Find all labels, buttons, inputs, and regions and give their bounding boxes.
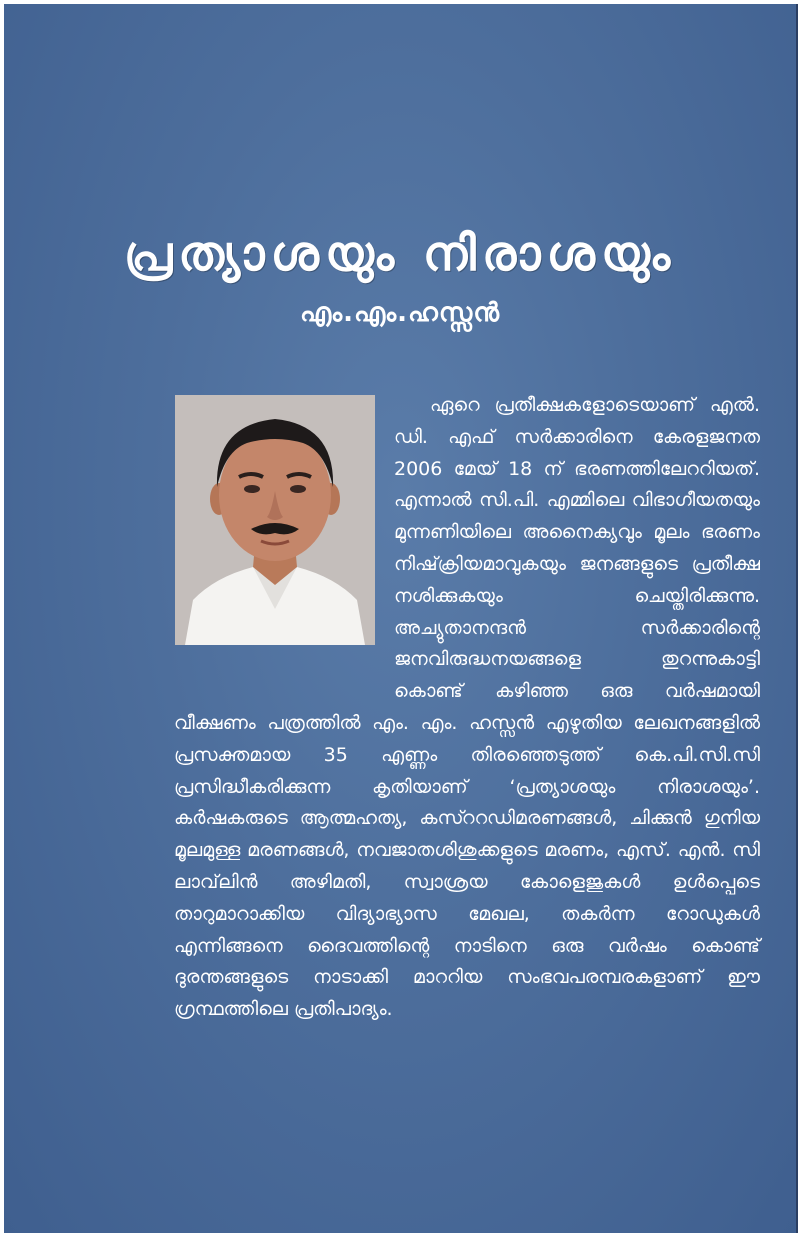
back-cover	[4, 4, 798, 1233]
author-name: എം.എം.ഹസ്സൻ	[299, 298, 501, 328]
photo-spacer	[174, 390, 394, 688]
book-title: പ്രത്യാശയും നിരാശയും	[123, 226, 677, 282]
book-description	[174, 390, 760, 1026]
description-text: ഏറെ പ്രതീക്ഷകളോടെയാണ് എൽ. ഡി. എഫ് സർക്കാരിനെ കേരളജനത 2006 മേയ് 18 ന് ഭരണത്തിലേററിയത്. എന്നാൽ സി.പി. എമ്മിലെ വിഭാഗീയതയും മുന്നണിയിലെ അനൈക്യവും മൂലം ഭരണം നിഷ്‌ക്രിയമാവുകയും ജനങ്ങളുടെ പ്രതീക്ഷ നശിക്കുകയും ചെയ്തിരിക്കുന്നു. അച്യുതാനന്ദൻ സർക്കാരിന്റെ ജനവിരുദ്ധനയങ്ങളെ തുറന്നുകാട്ടി കൊണ്ട് കഴിഞ്ഞ ഒരു വർഷമായി വീക്ഷണം പത്രത്തിൽ എം. എം. ഹസ്സൻ എഴുതിയ ലേഖനങ്ങളിൽ പ്രസക്തമായ 35 എണ്ണം തിരഞ്ഞെടുത്ത് കെ.പി.സി.സി പ്രസിദ്ധീകരിക്കുന്ന കൃതിയാണ് ‘പ്രത്യാശയും നിരാശയും’. കർഷകരുടെ ആത്മഹത്യ, കസ്ററഡിമരണങ്ങൾ, ചിക്കുൻ ഗുനിയ മൂലമുള്ള മരണങ്ങൾ, നവജാതശിശുക്കളുടെ മരണം, എസ്. എൻ. സി ലാവ്‌ലിൻ അഴിമതി, സ്വാശ്രയ കോളെജുകൾ ഉൾപ്പെടെ താറുമാറാക്കിയ വിദ്യാഭ്യാസ മേഖല, തകർന്ന റോഡുകൾ എന്നിങ്ങനെ ദൈവത്തിന്റെ നാടിനെ ഒരു വർഷം കൊണ്ട് ദുരന്തങ്ങളുടെ നാടാക്കി മാററിയ സംഭവപരമ്പരകളാണ് ഈ ഗ്രന്ഥത്തിലെ പ്രതിപാദ്യം.	[174, 394, 760, 1021]
